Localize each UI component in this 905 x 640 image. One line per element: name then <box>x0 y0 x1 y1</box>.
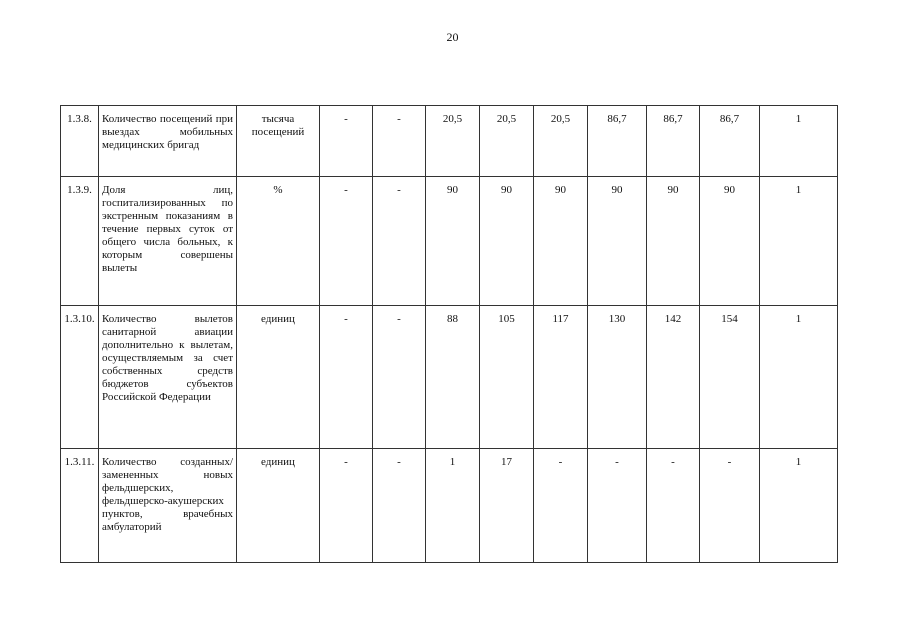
value-cell: - <box>320 306 373 449</box>
unit-cell: единиц <box>237 449 320 563</box>
value-cell: 86,7 <box>647 106 700 177</box>
value-cell: 20,5 <box>426 106 480 177</box>
value-cell: 117 <box>534 306 588 449</box>
unit-cell: % <box>237 177 320 306</box>
value-cell: - <box>700 449 760 563</box>
value-cell: - <box>534 449 588 563</box>
indicator-name: Количество посещений при выездах мобильных медицинских бригад <box>99 106 237 177</box>
row-number: 1.3.10. <box>61 306 99 449</box>
table-row <box>61 177 838 306</box>
table-row <box>61 449 838 563</box>
value-cell: - <box>320 177 373 306</box>
value-cell: 90 <box>426 177 480 306</box>
value-cell: 154 <box>700 306 760 449</box>
row-number: 1.3.11. <box>61 449 99 563</box>
page-number: 20 <box>446 30 459 44</box>
value-cell: 17 <box>480 449 534 563</box>
indicator-name: Доля лиц, госпитализированных по экстренным показаниям в течение первых суток от общего числа больных, к которым совершены вылеты <box>99 177 237 306</box>
value-cell: 86,7 <box>700 106 760 177</box>
table-row <box>61 306 838 449</box>
value-cell: - <box>373 449 426 563</box>
value-cell: 90 <box>588 177 647 306</box>
value-cell: 1 <box>760 177 838 306</box>
value-cell: - <box>647 449 700 563</box>
value-cell: 86,7 <box>588 106 647 177</box>
value-cell: - <box>320 106 373 177</box>
value-cell: - <box>373 306 426 449</box>
indicators-table <box>60 105 838 563</box>
table-row <box>61 106 838 177</box>
value-cell: 88 <box>426 306 480 449</box>
value-cell: - <box>373 106 426 177</box>
value-cell: - <box>373 177 426 306</box>
indicator-name: Количество вылетов санитарной авиации дополнительно к вылетам, осуществляемым за счет собственных средств бюджетов субъектов Российской Федерации <box>99 306 237 449</box>
value-cell: 142 <box>647 306 700 449</box>
value-cell: 90 <box>700 177 760 306</box>
value-cell: 90 <box>480 177 534 306</box>
value-cell: 20,5 <box>534 106 588 177</box>
value-cell: - <box>588 449 647 563</box>
value-cell: 20,5 <box>480 106 534 177</box>
value-cell: 1 <box>760 449 838 563</box>
indicator-name: Количество созданных/замененных новых фельдшерских, фельдшерско-акушерских пунктов, врачебных амбулаторий <box>99 449 237 563</box>
value-cell: 130 <box>588 306 647 449</box>
value-cell: - <box>320 449 373 563</box>
unit-cell: единиц <box>237 306 320 449</box>
value-cell: 1 <box>760 106 838 177</box>
value-cell: 90 <box>647 177 700 306</box>
row-number: 1.3.9. <box>61 177 99 306</box>
unit-cell: тысяча посещений <box>237 106 320 177</box>
row-number: 1.3.8. <box>61 106 99 177</box>
value-cell: 1 <box>426 449 480 563</box>
value-cell: 1 <box>760 306 838 449</box>
value-cell: 90 <box>534 177 588 306</box>
value-cell: 105 <box>480 306 534 449</box>
